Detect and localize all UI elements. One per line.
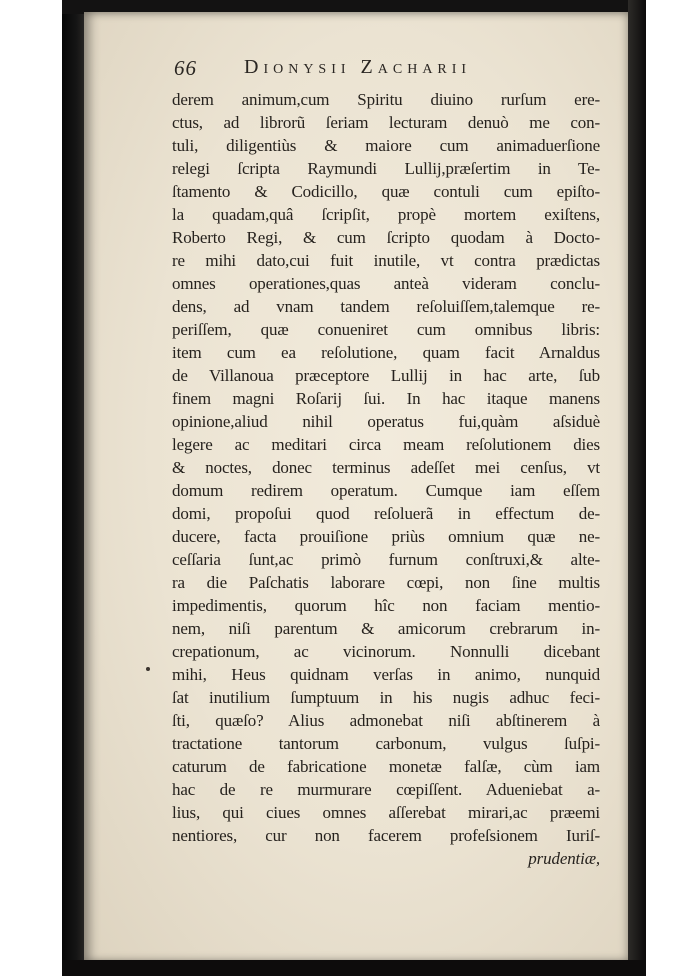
- text-line: domum redirem operatum. Cumque iam eſſem: [172, 481, 600, 500]
- text-line: relegi ſcripta Raymundi Lullij,præſertim in Te-: [172, 159, 600, 178]
- book-spine-shadow: [62, 0, 86, 976]
- text-line: nem, niſi parentum & amicorum crebrarum in-: [172, 619, 600, 638]
- text-line: finem magni Roſarij ſui. In hac itaque manens: [172, 389, 600, 408]
- page-number: 66: [174, 56, 197, 80]
- bottom-border: [62, 960, 646, 976]
- text-line: re mihi dato,cui fuit inutile, vt contra prædictas: [172, 251, 600, 270]
- text-line: ſti, quæſo? Alius admonebat niſi abſtinerem à: [172, 711, 600, 730]
- text-line: ducere, facta prouiſione priùs omnium quæ ne-: [172, 527, 600, 546]
- right-page-edge: [628, 0, 646, 976]
- text-line: de Villanoua præceptore Lullij in hac arte, ſub: [172, 366, 600, 385]
- text-line: mihi, Heus quidnam verſas in animo, nunquid: [172, 665, 600, 684]
- text-line: item cum ea reſolutione, quam facit Arnaldus: [172, 343, 600, 362]
- catchword: prudentiæ,: [528, 849, 600, 868]
- text-line: ſat inutilium ſumptuum in his nugis adhuc feci-: [172, 688, 600, 707]
- text-line: Roberto Regi, & cum ſcripto quodam à Docto-: [172, 228, 600, 247]
- text-line: opinione,aliud nihil operatus fui,quàm aſsiduè: [172, 412, 600, 431]
- text-line: derem animum,cum Spiritu diuino rurſum ere-: [172, 90, 600, 109]
- text-line: legere ac meditari circa meam reſolutionem dies: [172, 435, 600, 454]
- page-header: [174, 56, 534, 84]
- body-text: [172, 88, 600, 870]
- text-line: crepationum, ac vicinorum. Nonnulli dicebant: [172, 642, 600, 661]
- text-line: domi, propoſui quod reſoluerã in effectum de-: [172, 504, 600, 523]
- text-line: ra die Paſchatis laborare cœpi, non ſine multis: [172, 573, 600, 592]
- text-line: omnes operationes,quas anteà videram conclu-: [172, 274, 600, 293]
- text-line: tractatione tantorum carbonum, vulgus ſuſpi-: [172, 734, 600, 753]
- text-line: & noctes, donec terminus adeſſet mei cenſus, vt: [172, 458, 600, 477]
- ink-speck: [146, 667, 150, 671]
- text-line: la quadam,quâ ſcripſit, propè mortem exiſtens,: [172, 205, 600, 224]
- text-line: caturum de fabricatione monetæ falſæ, cùm iam: [172, 757, 600, 776]
- text-line: ſtamento & Codicillo, quæ contuli cum epiſto-: [172, 182, 600, 201]
- text-line: dens, ad vnam tandem reſoluiſſem,talemque re-: [172, 297, 600, 316]
- running-title: Dionysii Zacharii: [244, 56, 472, 78]
- text-line: hac de re murmurare cœpiſſent. Adueniebat a-: [172, 780, 600, 799]
- text-line: ceſſaria ſunt,ac primò furnum conſtruxi,& alte-: [172, 550, 600, 569]
- text-line: tuli, diligentiùs & maiore cum animaduerſione: [172, 136, 600, 155]
- text-line: ctus, ad librorũ ſeriam lecturam denuò me con-: [172, 113, 600, 132]
- text-line: lius, qui ciues omnes aſſerebat mirari,ac præemi: [172, 803, 600, 822]
- text-line: periſſem, quæ conueniret cum omnibus libris:: [172, 320, 600, 339]
- text-line: impedimentis, quorum hîc non faciam mentio-: [172, 596, 600, 615]
- text-line: nentiores, cur non facerem profeſsionem Iuriſ-: [172, 826, 600, 845]
